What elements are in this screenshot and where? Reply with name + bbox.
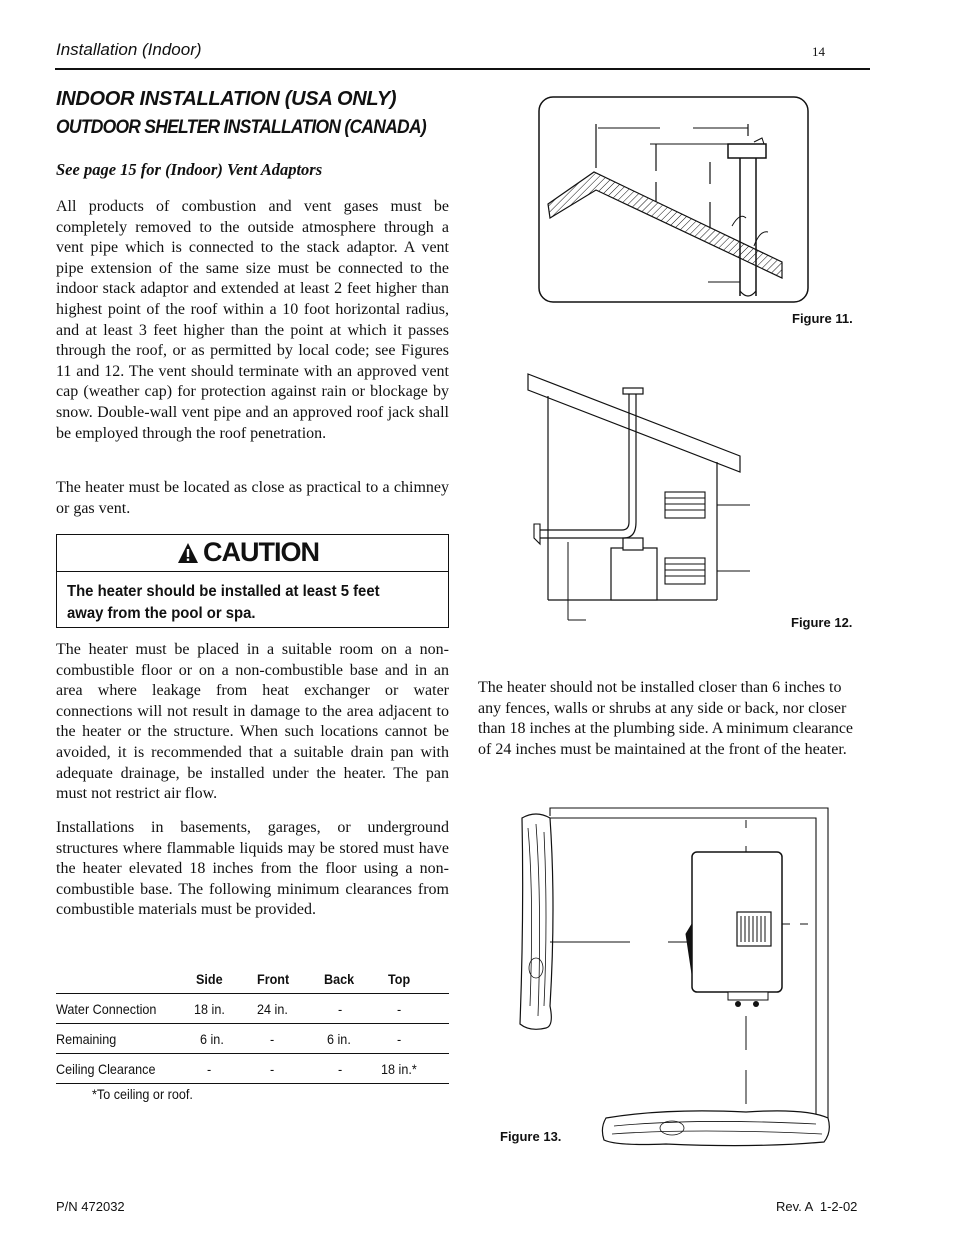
table-cell: Remaining bbox=[56, 1031, 117, 1047]
table-cell: - bbox=[338, 1061, 343, 1077]
table-row bbox=[56, 993, 449, 1024]
figure-12-shelter-vent bbox=[526, 374, 756, 624]
table-header-row bbox=[56, 963, 449, 994]
table-cell: - bbox=[207, 1061, 212, 1077]
table-row bbox=[56, 1053, 449, 1084]
table-row bbox=[56, 1023, 449, 1054]
table-cell: 6 in. bbox=[327, 1031, 351, 1047]
table-header-cell: Side bbox=[196, 971, 223, 987]
caution-title: CAUTION bbox=[203, 537, 319, 567]
table-cell: - bbox=[270, 1061, 275, 1077]
header-rule bbox=[55, 68, 870, 70]
page-title: INDOOR INSTALLATION (USA ONLY) bbox=[56, 88, 397, 110]
table-cell: - bbox=[338, 1001, 343, 1017]
revision: Rev. A 1-2-02 bbox=[776, 1199, 858, 1214]
table-header-cell: Back bbox=[324, 971, 355, 987]
table-cell: Water Connection bbox=[56, 1001, 157, 1017]
table-footnote: *To ceiling or roof. bbox=[92, 1086, 193, 1102]
figure-11-caption: Figure 11. bbox=[792, 311, 853, 326]
paragraph-outdoor-clearance: The heater should not be installed closer than 6 inches to any fences, walls or shrubs at any side or back, nor closer than 18 inches at the plumbing side. A minimum clearance of 24 inches must be maintained at the front of the heater. bbox=[478, 679, 854, 758]
paragraph-chimney: The heater must be located as close as practical to a chimney or gas vent. bbox=[56, 479, 449, 517]
table-cell: - bbox=[270, 1031, 275, 1047]
figure-12-caption: Figure 12. bbox=[791, 615, 853, 630]
table-cell: 24 in. bbox=[257, 1001, 288, 1017]
page-subtitle: OUTDOOR SHELTER INSTALLATION (CANADA) bbox=[56, 117, 426, 138]
figure-13-clearance-diagram bbox=[516, 806, 834, 1148]
table-cell: - bbox=[397, 1031, 402, 1047]
caution-box bbox=[56, 534, 449, 628]
section-title: Installation (Indoor) bbox=[56, 40, 202, 59]
table-cell: Ceiling Clearance bbox=[56, 1061, 156, 1077]
table-header-cell: Top bbox=[388, 971, 411, 987]
paragraph-placement: The heater must be placed in a suitable room on a non-combustible floor or on a non-combustible base and in an area where leakage from heat exchanger or water connections will not result in damage to the area adjacent to the heater or the structure. When such locations cannot be avoided, it is recommended that a suitable drain pan with adequate drainage, be installed under the heater. The pan must not restrict air flow. bbox=[56, 641, 449, 803]
table-cell: 6 in. bbox=[200, 1031, 224, 1047]
caution-header bbox=[57, 535, 448, 572]
table-cell: 18 in. bbox=[194, 1001, 225, 1017]
table-header-cell: Front bbox=[257, 971, 290, 987]
paragraph-vent: All products of combustion and vent gases must be completely removed to the outside atmosphere through a vent pipe which is connected to the stack adaptor. A vent pipe extension of the same size must be connected to the indoor stack adaptor and extended at least 2 feet higher than highest point of the roof within a 10 foot horizontal radius, and at least 3 feet higher than the point at which it passes through the roof, or as permitted by local code; see Figures 11 and 12. The vent should terminate with an approved vent cap (weather cap) for protection against rain or blockage by snow. Double-wall vent pipe and an approved roof jack shall be employed through the roof penetration. bbox=[56, 198, 449, 442]
page-number: 14 bbox=[812, 44, 825, 59]
see-note: See page 15 for (Indoor) Vent Adaptors bbox=[56, 160, 323, 179]
figure-11-roof-vent bbox=[538, 96, 810, 306]
warning-icon bbox=[177, 542, 199, 564]
caution-text: The heater should be installed at least 5 feet away from the pool or spa. bbox=[67, 583, 380, 622]
paragraph-basements: Installations in basements, garages, or underground structures where flammable liquids may be stored must have the heater elevated 18 inches from the floor using a non-combustible base. The following minimum clearances from combustible materials must be provided. bbox=[56, 819, 449, 919]
part-number: P/N 472032 bbox=[56, 1199, 125, 1214]
figure-13-caption: Figure 13. bbox=[500, 1129, 562, 1144]
table-cell: 18 in.* bbox=[381, 1061, 417, 1077]
table-cell: - bbox=[397, 1001, 402, 1017]
